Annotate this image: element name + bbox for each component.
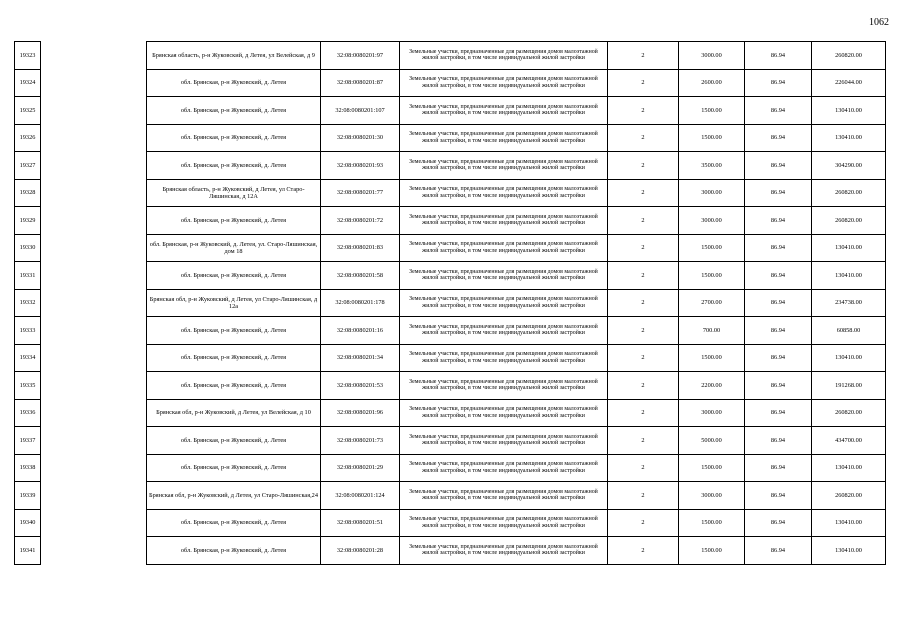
row-number: 19329 (15, 207, 41, 235)
address-cell: обл. Брянская, р-н Жуковский, д. Летея, ул. Старо-Ляшинская, дом 18 (147, 234, 321, 262)
land-use-cell: Земельные участки, предназначенные для размещения домов малоэтажной жилой застройки, в том числе индивидуальной жилой застройки (400, 317, 608, 345)
address-cell: обл. Брянская, р-н Жуковский, д. Летея (147, 152, 321, 180)
area-cell: 3500.00 (679, 152, 745, 180)
row-number: 19339 (15, 482, 41, 510)
land-use-cell: Земельные участки, предназначенные для размещения домов малоэтажной жилой застройки, в том числе индивидуальной жилой застройки (400, 179, 608, 207)
group-cell: 2 (608, 207, 679, 235)
land-use-cell: Земельные участки, предназначенные для размещения домов малоэтажной жилой застройки, в том числе индивидуальной жилой застройки (400, 509, 608, 537)
cadastral-value-cell: 260820.00 (812, 207, 886, 235)
land-use-cell: Земельные участки, предназначенные для размещения домов малоэтажной жилой застройки, в том числе индивидуальной жилой застройки (400, 289, 608, 317)
cadastral-value-cell: 191268.00 (812, 372, 886, 400)
table-row (15, 152, 886, 180)
group-cell: 2 (608, 454, 679, 482)
cadastral-value-cell: 130410.00 (812, 234, 886, 262)
row-number: 19327 (15, 152, 41, 180)
cadastral-number-cell: 32:08:0080201:58 (321, 262, 400, 290)
table-row (15, 344, 886, 372)
land-use-cell: Земельные участки, предназначенные для размещения домов малоэтажной жилой застройки, в том числе индивидуальной жилой застройки (400, 152, 608, 180)
area-cell: 1500.00 (679, 509, 745, 537)
area-cell: 3000.00 (679, 179, 745, 207)
row-number: 19341 (15, 537, 41, 565)
specific-value-cell: 86.94 (745, 152, 812, 180)
address-cell: обл. Брянская, р-н Жуковский, д. Летея (147, 262, 321, 290)
area-cell: 3000.00 (679, 207, 745, 235)
cadastral-value-cell: 304290.00 (812, 152, 886, 180)
table-row (15, 207, 886, 235)
table-row (15, 42, 886, 70)
cadastral-number-cell: 32:08:0080201:124 (321, 482, 400, 510)
cadastral-value-table (14, 41, 886, 565)
address-cell: Брянская обл, р-н Жуковский, д Летея, ул Старо-Ляшинская, д 12а (147, 289, 321, 317)
row-number: 19326 (15, 124, 41, 152)
table-row (15, 179, 886, 207)
area-cell: 3000.00 (679, 399, 745, 427)
specific-value-cell: 86.94 (745, 262, 812, 290)
address-cell: обл. Брянская, р-н Жуковский, д. Летея (147, 69, 321, 97)
empty-column (41, 482, 147, 510)
empty-column (41, 42, 147, 70)
cadastral-value-cell: 260820.00 (812, 482, 886, 510)
group-cell: 2 (608, 344, 679, 372)
land-use-cell: Земельные участки, предназначенные для размещения домов малоэтажной жилой застройки, в том числе индивидуальной жилой застройки (400, 454, 608, 482)
cadastral-value-cell: 130410.00 (812, 97, 886, 125)
row-number: 19338 (15, 454, 41, 482)
specific-value-cell: 86.94 (745, 289, 812, 317)
empty-column (41, 207, 147, 235)
cadastral-value-cell: 130410.00 (812, 262, 886, 290)
land-use-cell: Земельные участки, предназначенные для размещения домов малоэтажной жилой застройки, в том числе индивидуальной жилой застройки (400, 344, 608, 372)
empty-column (41, 454, 147, 482)
cadastral-value-cell: 130410.00 (812, 537, 886, 565)
cadastral-number-cell: 32:08:0080201:53 (321, 372, 400, 400)
cadastral-value-cell: 130410.00 (812, 509, 886, 537)
group-cell: 2 (608, 289, 679, 317)
cadastral-value-cell: 130410.00 (812, 454, 886, 482)
table-row (15, 537, 886, 565)
empty-column (41, 344, 147, 372)
cadastral-value-cell: 260820.00 (812, 42, 886, 70)
empty-column (41, 152, 147, 180)
page-number: 1062 (869, 17, 889, 28)
area-cell: 1500.00 (679, 454, 745, 482)
table-body (15, 42, 886, 565)
group-cell: 2 (608, 179, 679, 207)
address-cell: обл. Брянская, р-н Жуковский, д. Летея (147, 97, 321, 125)
land-use-cell: Земельные участки, предназначенные для размещения домов малоэтажной жилой застройки, в том числе индивидуальной жилой застройки (400, 97, 608, 125)
area-cell: 1500.00 (679, 344, 745, 372)
specific-value-cell: 86.94 (745, 97, 812, 125)
land-use-cell: Земельные участки, предназначенные для размещения домов малоэтажной жилой застройки, в том числе индивидуальной жилой застройки (400, 482, 608, 510)
cadastral-number-cell: 32:08:0080201:96 (321, 399, 400, 427)
group-cell: 2 (608, 97, 679, 125)
group-cell: 2 (608, 152, 679, 180)
empty-column (41, 427, 147, 455)
cadastral-number-cell: 32:08:0080201:97 (321, 42, 400, 70)
group-cell: 2 (608, 509, 679, 537)
area-cell: 1500.00 (679, 97, 745, 125)
row-number: 19324 (15, 69, 41, 97)
land-use-cell: Земельные участки, предназначенные для размещения домов малоэтажной жилой застройки, в том числе индивидуальной жилой застройки (400, 399, 608, 427)
cadastral-number-cell: 32:08:0080201:93 (321, 152, 400, 180)
cadastral-number-cell: 32:08:0080201:87 (321, 69, 400, 97)
area-cell: 1500.00 (679, 262, 745, 290)
cadastral-value-cell: 260820.00 (812, 179, 886, 207)
row-number: 19330 (15, 234, 41, 262)
specific-value-cell: 86.94 (745, 69, 812, 97)
cadastral-number-cell: 32:08:0080201:178 (321, 289, 400, 317)
empty-column (41, 372, 147, 400)
cadastral-number-cell: 32:08:0080201:77 (321, 179, 400, 207)
table-row (15, 262, 886, 290)
empty-column (41, 179, 147, 207)
row-number: 19337 (15, 427, 41, 455)
address-cell: обл. Брянская, р-н Жуковский, д. Летея (147, 124, 321, 152)
area-cell: 2200.00 (679, 372, 745, 400)
specific-value-cell: 86.94 (745, 509, 812, 537)
table-row (15, 427, 886, 455)
address-cell: обл. Брянская, р-н Жуковский, д. Летея (147, 207, 321, 235)
specific-value-cell: 86.94 (745, 427, 812, 455)
group-cell: 2 (608, 482, 679, 510)
cadastral-number-cell: 32:08:0080201:107 (321, 97, 400, 125)
table-row (15, 317, 886, 345)
cadastral-number-cell: 32:08:0080201:72 (321, 207, 400, 235)
area-cell: 2700.00 (679, 289, 745, 317)
cadastral-value-cell: 434700.00 (812, 427, 886, 455)
cadastral-number-cell: 32:08:0080201:29 (321, 454, 400, 482)
specific-value-cell: 86.94 (745, 179, 812, 207)
table-row (15, 289, 886, 317)
table-row (15, 69, 886, 97)
row-number: 19336 (15, 399, 41, 427)
group-cell: 2 (608, 399, 679, 427)
group-cell: 2 (608, 42, 679, 70)
cadastral-value-cell: 226044.00 (812, 69, 886, 97)
area-cell: 700.00 (679, 317, 745, 345)
table-row (15, 372, 886, 400)
address-cell: обл. Брянская, р-н Жуковский, д. Летея (147, 537, 321, 565)
specific-value-cell: 86.94 (745, 234, 812, 262)
area-cell: 2600.00 (679, 69, 745, 97)
empty-column (41, 537, 147, 565)
area-cell: 1500.00 (679, 537, 745, 565)
specific-value-cell: 86.94 (745, 344, 812, 372)
land-use-cell: Земельные участки, предназначенные для размещения домов малоэтажной жилой застройки, в том числе индивидуальной жилой застройки (400, 537, 608, 565)
row-number: 19340 (15, 509, 41, 537)
land-use-cell: Земельные участки, предназначенные для размещения домов малоэтажной жилой застройки, в том числе индивидуальной жилой застройки (400, 427, 608, 455)
group-cell: 2 (608, 427, 679, 455)
empty-column (41, 317, 147, 345)
row-number: 19328 (15, 179, 41, 207)
cadastral-number-cell: 32:08:0080201:83 (321, 234, 400, 262)
cadastral-value-cell: 260820.00 (812, 399, 886, 427)
land-use-cell: Земельные участки, предназначенные для размещения домов малоэтажной жилой застройки, в том числе индивидуальной жилой застройки (400, 69, 608, 97)
empty-column (41, 289, 147, 317)
group-cell: 2 (608, 262, 679, 290)
land-use-cell: Земельные участки, предназначенные для размещения домов малоэтажной жилой застройки, в том числе индивидуальной жилой застройки (400, 262, 608, 290)
address-cell: обл. Брянская, р-н Жуковский, д. Летея (147, 344, 321, 372)
specific-value-cell: 86.94 (745, 207, 812, 235)
address-cell: Брянская обл, р-н Жуковский, д Летея, ул Старо-Ляшинская,24 (147, 482, 321, 510)
address-cell: обл. Брянская, р-н Жуковский, д. Летея (147, 454, 321, 482)
cadastral-number-cell: 32:08:0080201:34 (321, 344, 400, 372)
row-number: 19325 (15, 97, 41, 125)
empty-column (41, 234, 147, 262)
group-cell: 2 (608, 69, 679, 97)
cadastral-number-cell: 32:08:0080201:73 (321, 427, 400, 455)
cadastral-value-cell: 234738.00 (812, 289, 886, 317)
group-cell: 2 (608, 124, 679, 152)
cadastral-value-cell: 130410.00 (812, 344, 886, 372)
specific-value-cell: 86.94 (745, 124, 812, 152)
row-number: 19331 (15, 262, 41, 290)
table-row (15, 97, 886, 125)
address-cell: обл. Брянская, р-н Жуковский, д. Летея (147, 509, 321, 537)
specific-value-cell: 86.94 (745, 317, 812, 345)
area-cell: 1500.00 (679, 234, 745, 262)
land-use-cell: Земельные участки, предназначенные для размещения домов малоэтажной жилой застройки, в том числе индивидуальной жилой застройки (400, 372, 608, 400)
empty-column (41, 399, 147, 427)
group-cell: 2 (608, 317, 679, 345)
specific-value-cell: 86.94 (745, 537, 812, 565)
row-number: 19335 (15, 372, 41, 400)
group-cell: 2 (608, 234, 679, 262)
land-use-cell: Земельные участки, предназначенные для размещения домов малоэтажной жилой застройки, в том числе индивидуальной жилой застройки (400, 42, 608, 70)
specific-value-cell: 86.94 (745, 454, 812, 482)
address-cell: обл. Брянская, р-н Жуковский, д. Летея (147, 372, 321, 400)
land-use-cell: Земельные участки, предназначенные для размещения домов малоэтажной жилой застройки, в том числе индивидуальной жилой застройки (400, 207, 608, 235)
empty-column (41, 69, 147, 97)
table-row (15, 482, 886, 510)
table-row (15, 124, 886, 152)
table-row (15, 399, 886, 427)
specific-value-cell: 86.94 (745, 399, 812, 427)
table-row (15, 234, 886, 262)
address-cell: Брянская область, р-н Жуковский, д Летея, ул Старо-Ляшинская, д 12А (147, 179, 321, 207)
specific-value-cell: 86.94 (745, 482, 812, 510)
empty-column (41, 509, 147, 537)
table-row (15, 454, 886, 482)
area-cell: 5000.00 (679, 427, 745, 455)
group-cell: 2 (608, 372, 679, 400)
row-number: 19332 (15, 289, 41, 317)
specific-value-cell: 86.94 (745, 372, 812, 400)
row-number: 19333 (15, 317, 41, 345)
cadastral-number-cell: 32:08:0080201:30 (321, 124, 400, 152)
empty-column (41, 97, 147, 125)
empty-column (41, 124, 147, 152)
area-cell: 3000.00 (679, 482, 745, 510)
row-number: 19323 (15, 42, 41, 70)
cadastral-value-cell: 130410.00 (812, 124, 886, 152)
address-cell: Брянская область, р-н Жуковский, д Летея, ул Велейская, д 9 (147, 42, 321, 70)
address-cell: обл. Брянская, р-н Жуковский, д. Летея (147, 317, 321, 345)
area-cell: 1500.00 (679, 124, 745, 152)
table-row (15, 509, 886, 537)
cadastral-number-cell: 32:08:0080201:51 (321, 509, 400, 537)
group-cell: 2 (608, 537, 679, 565)
cadastral-value-cell: 60858.00 (812, 317, 886, 345)
specific-value-cell: 86.94 (745, 42, 812, 70)
cadastral-number-cell: 32:08:0080201:28 (321, 537, 400, 565)
address-cell: Брянская обл, р-н Жуковский, д Летея, ул Велейская, д 10 (147, 399, 321, 427)
area-cell: 3000.00 (679, 42, 745, 70)
empty-column (41, 262, 147, 290)
land-use-cell: Земельные участки, предназначенные для размещения домов малоэтажной жилой застройки, в том числе индивидуальной жилой застройки (400, 234, 608, 262)
cadastral-number-cell: 32:08:0080201:16 (321, 317, 400, 345)
address-cell: обл. Брянская, р-н Жуковский, д. Летея (147, 427, 321, 455)
row-number: 19334 (15, 344, 41, 372)
land-use-cell: Земельные участки, предназначенные для размещения домов малоэтажной жилой застройки, в том числе индивидуальной жилой застройки (400, 124, 608, 152)
